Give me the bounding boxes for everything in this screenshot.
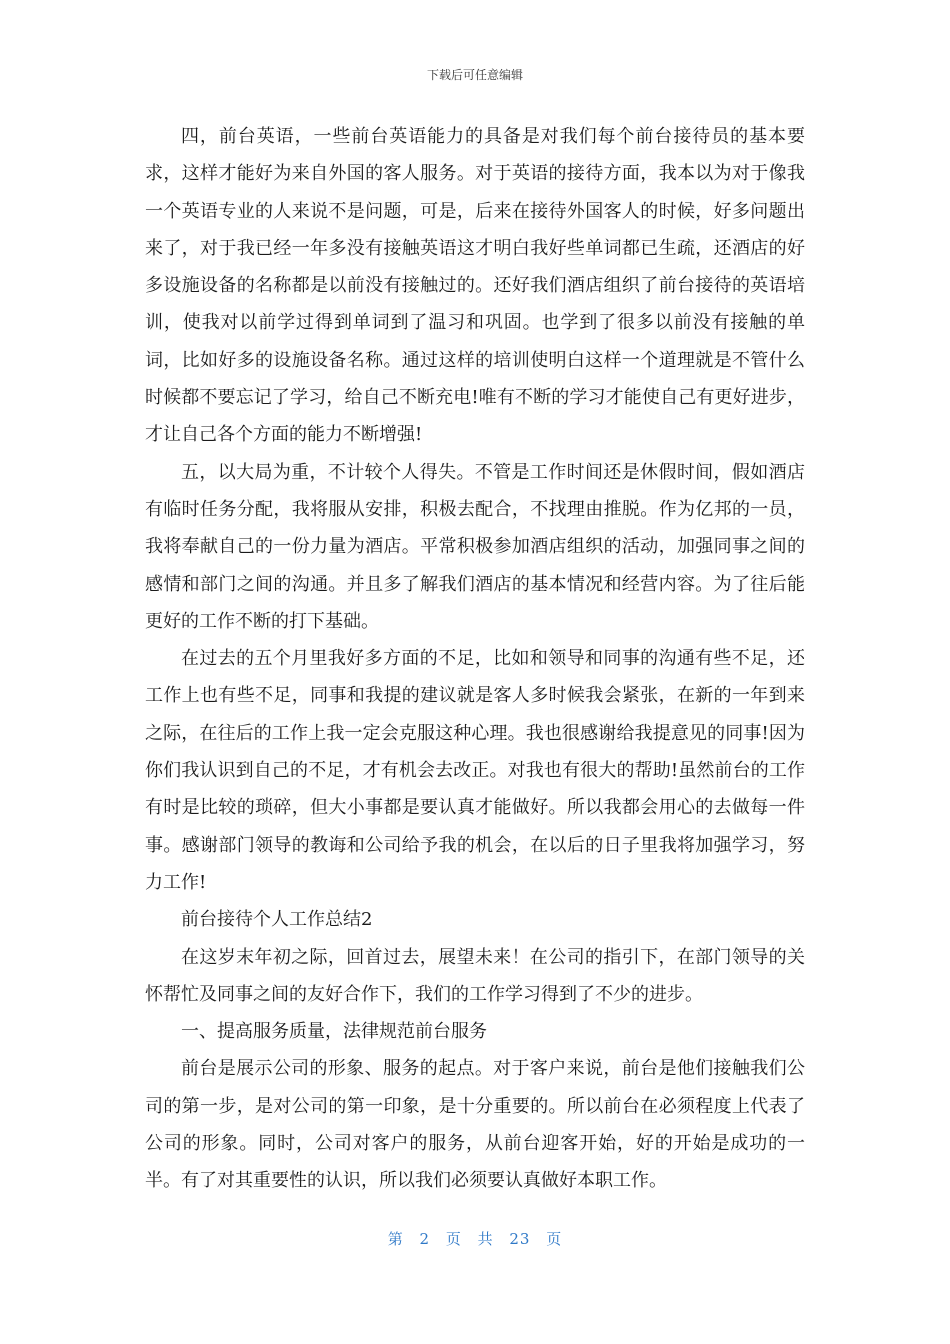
paragraph-front-desk-image: 前台是展示公司的形象、服务的起点。对于客户来说，前台是他们接触我们公司的第一步，是对公司的第一印象，是十分重要的。所以前台在必须程度上代表了公司的形象。同时，公司对客户的服务，从前台迎客开始，好的开始是成功的一半。有了对其重要性的认识，所以我们必须要认真做好本职工作。 [145,1058,805,1192]
paragraph-teamwork: 五，以大局为重，不计较个人得失。不管是工作时间还是休假时间，假如酒店有临时任务分配，我将服从安排，积极去配合，不找理由推脱。作为亿邦的一员，我将奉献自己的一份力量为酒店。平常积极参加酒店组织的活动，加强同事之间的感情和部门之间的沟通。并且多了解我们酒店的基本情况和经营内容。为了往后能更好的工作不断的打下基础。 [145,461,805,632]
paragraph-english-training: 四，前台英语，一些前台英语能力的具备是对我们每个前台接待员的基本要求，这样才能好为来自外国的客人服务。对于英语的接待方面，我本以为对于像我一个英语专业的人来说不是问题，可是，后来在接待外国客人的时候，好多问题出来了，对于我已经一年多没有接触英语这才明白我好些单词都已生疏，还酒店的好多设施设备的名称都是以前没有接触过的。还好我们酒店组织了前台接待的英语培训，使我对以前学过得到单词到了温习和巩固。也学到了很多以前没有接触的单词，比如好多的设施设备名称。通过这样的培训使明白这样一个道理就是不管什么时候都不要忘记了学习，给自己不断充电!唯有不断的学习才能使自己有更好进步，才让自己各个方面的能力不断增强! [145,126,805,446]
document-body [145,118,805,1200]
paragraph-year-end: 在这岁末年初之际，回首过去，展望未来！在公司的指引下，在部门领导的关怀帮忙及同事之间的友好合作下，我们的工作学习得到了不少的进步。 [145,946,805,1005]
page-header: 下载后可任意编辑 [426,68,523,82]
paragraph-shortcomings: 在过去的五个月里我好多方面的不足，比如和领导和同事的沟通有些不足，还工作上也有些不足，同事和我提的建议就是客人多时候我会紧张，在新的一年到来之际，在往后的工作上我一定会克服这种心理。我也很感谢给我提意见的同事!因为你们我认识到自己的不足，才有机会去改正。对我也有很大的帮助!虽然前台的工作有时是比较的琐碎，但大小事都是要认真才能做好。所以我都会用心的去做每一件事。感谢部门领导的教诲和公司给予我的机会，在以后的日子里我将加强学习，努力工作! [145,648,805,893]
section-title-summary-2: 前台接待个人工作总结2 [181,909,373,931]
section-heading-service-quality: 一、提高服务质量，法律规范前台服务 [181,1021,487,1043]
page-number: 第 2 页 共 23 页 [387,1230,563,1248]
